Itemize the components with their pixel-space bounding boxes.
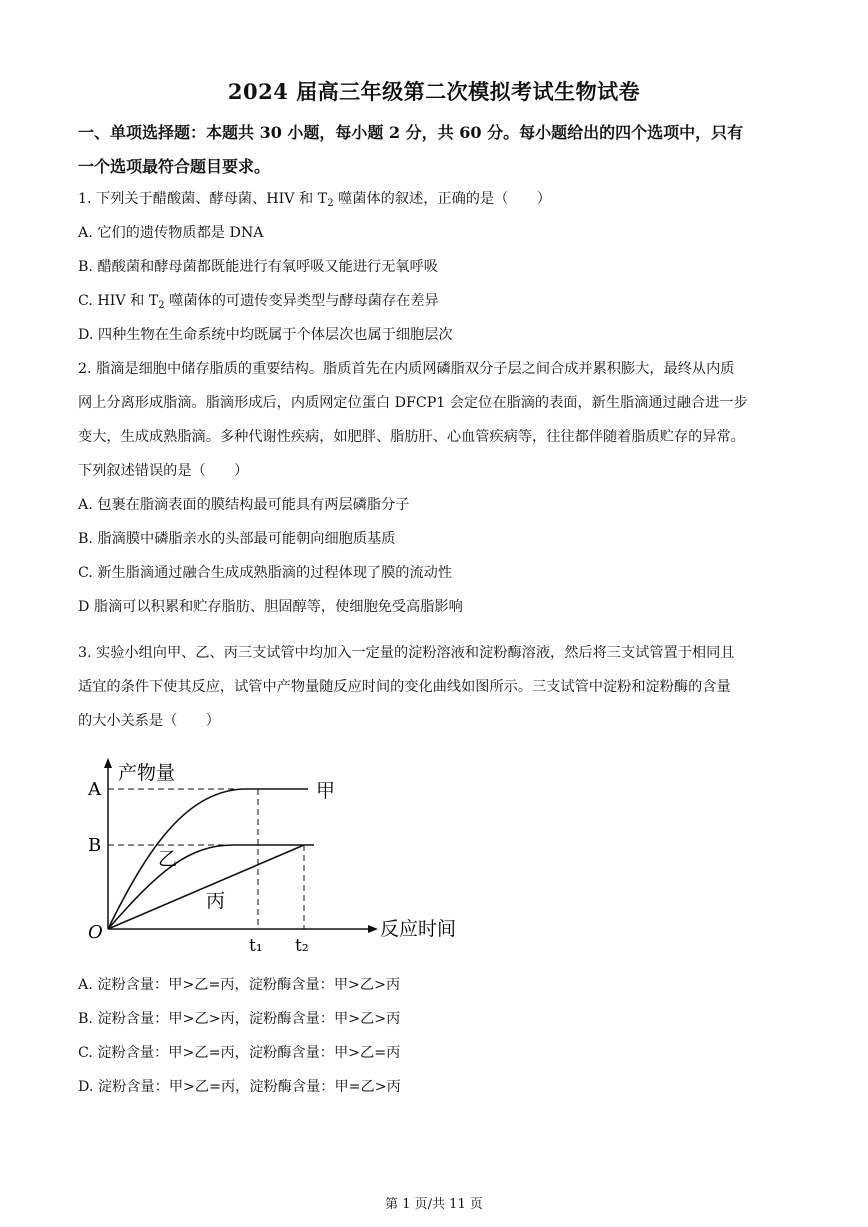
x-mark-t2: t₂ [295, 936, 309, 956]
series-label-jia: 甲 [316, 780, 336, 802]
q2-option-c: C. 新生脂滴通过融合生成成熟脂滴的过程体现了膜的流动性 [78, 565, 453, 581]
y-mark-a: A [88, 779, 101, 800]
q3-stem-line1: 3. 实验小组向甲、乙、丙三支试管中均加入一定量的淀粉溶液和淀粉酶溶液，然后将三支试管置于相同且 [78, 645, 735, 661]
series-label-yi: 乙 [158, 848, 178, 870]
q2-stem-line4: 下列叙述错误的是（ ） [78, 463, 249, 479]
q3-option-d: D. 淀粉含量：甲>乙=丙，淀粉酶含量：甲=乙>丙 [78, 1079, 401, 1095]
q1-stem-part2: 噬菌体的叙述，正确的是（ ） [333, 191, 551, 207]
q3-option-a: A. 淀粉含量：甲>乙=丙，淀粉酶含量：甲>乙>丙 [78, 977, 401, 993]
y-axis-label: 产物量 [118, 762, 176, 784]
product-time-chart [78, 752, 478, 962]
page-title: 2024 届高三年级第二次模拟考试生物试卷 [227, 79, 641, 104]
y-mark-b: B [88, 835, 102, 856]
q1-option-a: A. 它们的遗传物质都是 DNA [78, 225, 264, 241]
q1-option-c-part1: C. HIV 和 T [78, 293, 159, 309]
q1-option-c [78, 290, 439, 311]
q1-stem [78, 188, 551, 209]
q3-stem-line3: 的大小关系是（ ） [78, 713, 220, 729]
q2-stem-line1: 2. 脂滴是细胞中储存脂质的重要结构。脂质首先在内质网磷脂双分子层之间合成并累积膨大，最终从内质 [78, 361, 735, 377]
q3-option-b: B. 淀粉含量：甲>乙>丙，淀粉酶含量：甲>乙>丙 [78, 1011, 401, 1027]
q3-stem-line2: 适宜的条件下使其反应，试管中产物量随反应时间的变化曲线如图所示。三支试管中淀粉和淀粉酶的含量 [78, 679, 731, 695]
series-label-bing: 丙 [206, 890, 226, 912]
page-footer: 第 1 页/共 11 页 [385, 1197, 483, 1212]
q2-stem-line3: 变大，生成成熟脂滴。多种代谢性疾病，如肥胖、脂肪肝、心血管疾病等，往往都伴随着脂质贮存的异常。 [78, 429, 745, 445]
q1-option-b: B. 醋酸菌和酵母菌都既能进行有氧呼吸又能进行无氧呼吸 [78, 259, 438, 275]
q1-option-d: D. 四种生物在生命系统中均既属于个体层次也属于细胞层次 [78, 327, 453, 343]
q1-stem-subscript: 2 [327, 198, 334, 209]
series-bing-line [108, 845, 304, 929]
x-mark-t1: t₁ [249, 936, 263, 956]
x-axis-arrow [368, 925, 378, 933]
q2-option-d: D 脂滴可以积累和贮存脂肪、胆固醇等，使细胞免受高脂影响 [78, 599, 463, 615]
q1-option-c-subscript: 2 [158, 300, 165, 311]
q2-stem-line2: 网上分离形成脂滴。脂滴形成后，内质网定位蛋白 DFCP1 会定位在脂滴的表面，新生脂滴通过融合进一步 [78, 395, 748, 411]
y-axis-arrow [104, 758, 112, 768]
q2-option-a: A. 包裹在脂滴表面的膜结构最可能具有两层磷脂分子 [78, 497, 410, 513]
chart-svg [78, 752, 478, 962]
q3-option-c: C. 淀粉含量：甲>乙=丙，淀粉酶含量：甲>乙=丙 [78, 1045, 401, 1061]
section-heading-line2: 一个选项最符合题目要求。 [78, 157, 271, 176]
origin-label: O [88, 922, 103, 943]
q1-option-c-part2: 噬菌体的可遗传变异类型与酵母菌存在差异 [164, 293, 439, 309]
x-axis-label: 反应时间 [380, 918, 457, 940]
section-heading-line1: 一、单项选择题：本题共 30 小题，每小题 2 分，共 60 分。每小题给出的四个选项中，只有 [78, 123, 744, 142]
q2-option-b: B. 脂滴膜中磷脂亲水的头部最可能朝向细胞质基质 [78, 531, 396, 547]
q1-stem-part1: 1. 下列关于醋酸菌、酵母菌、HIV 和 T [78, 191, 328, 207]
